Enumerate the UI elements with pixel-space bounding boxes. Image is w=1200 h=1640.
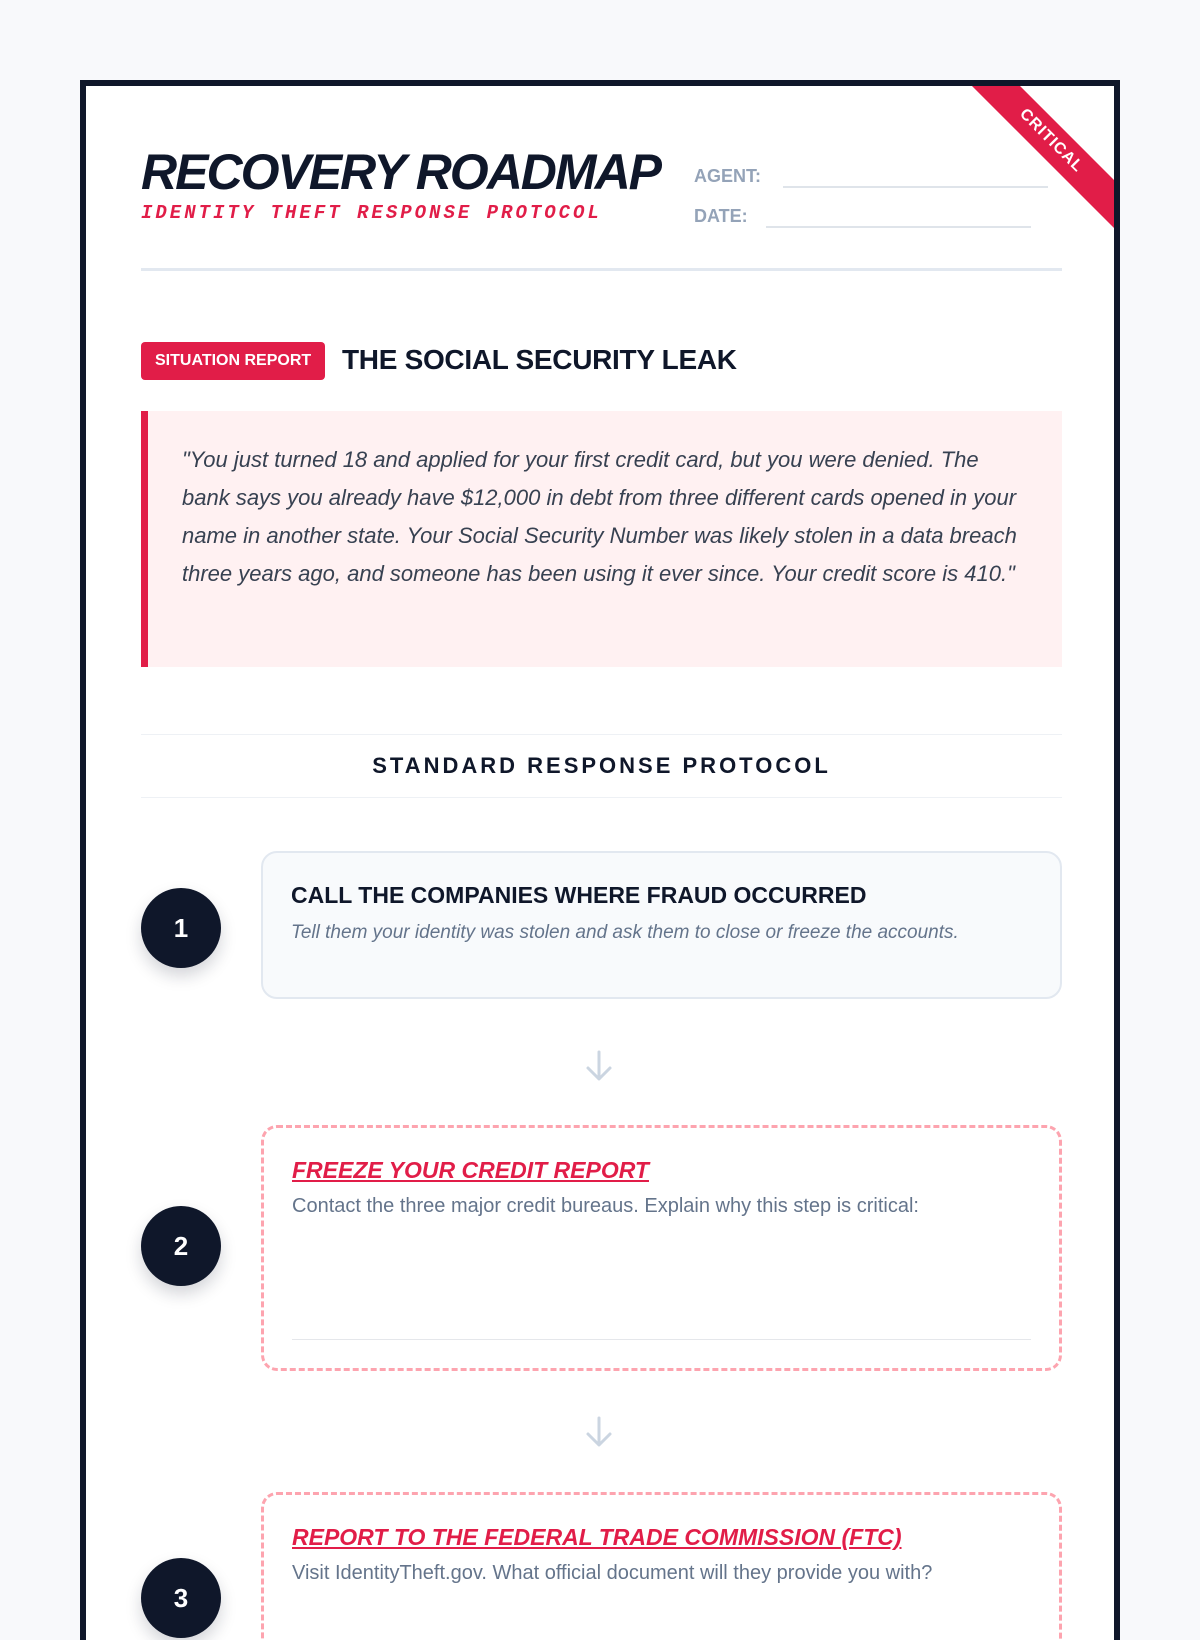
date-field[interactable] — [766, 226, 1031, 228]
step-1-number: 1 — [141, 888, 221, 968]
step-2-title: FREEZE YOUR CREDIT REPORT — [292, 1157, 649, 1183]
header-divider — [141, 268, 1062, 271]
step-3-number: 3 — [141, 1558, 221, 1638]
situation-badge: SITUATION REPORT — [141, 342, 325, 380]
worksheet — [80, 80, 1120, 1640]
page-title: RECOVERY ROADMAP — [141, 144, 661, 200]
step-1-description: Tell them your identity was stolen and ask them to close or freeze the accounts. — [291, 922, 959, 943]
agent-label: AGENT: — [694, 166, 761, 186]
arrow-down-icon — [579, 1046, 619, 1086]
step-1-title: CALL THE COMPANIES WHERE FRAUD OCCURRED — [291, 882, 867, 908]
page-subtitle: IDENTITY THEFT RESPONSE PROTOCOL — [141, 202, 602, 224]
step-2-answer-field[interactable] — [292, 1339, 1031, 1340]
step-2-card — [261, 1125, 1062, 1371]
step-2-description: Contact the three major credit bureaus. Explain why this step is critical: — [292, 1195, 919, 1217]
step-1-card — [261, 851, 1062, 999]
agent-field[interactable] — [783, 186, 1048, 188]
situation-quote: "You just turned 18 and applied for your first credit card, but you were denied. The bank says you already have $12,000 in debt from three different cards opened in your name in another state. Your Social Security Number was likely stolen in a data breach three years ago, and someone has been using it ever since. Your credit score is 410." — [141, 411, 1062, 667]
step-3-description: Visit IdentityTheft.gov. What official document will they provide you with? — [292, 1562, 933, 1584]
critical-ribbon — [954, 86, 1114, 246]
arrow-down-icon — [579, 1412, 619, 1452]
date-label: DATE: — [694, 206, 748, 226]
step-3-title: REPORT TO THE FEDERAL TRADE COMMISSION (FTC) — [292, 1524, 902, 1550]
step-3-card — [261, 1492, 1062, 1640]
protocol-heading: STANDARD RESPONSE PROTOCOL — [141, 734, 1062, 798]
critical-ribbon-label: CRITICAL — [958, 86, 1114, 234]
step-2-number: 2 — [141, 1206, 221, 1286]
situation-title: THE SOCIAL SECURITY LEAK — [342, 344, 737, 375]
